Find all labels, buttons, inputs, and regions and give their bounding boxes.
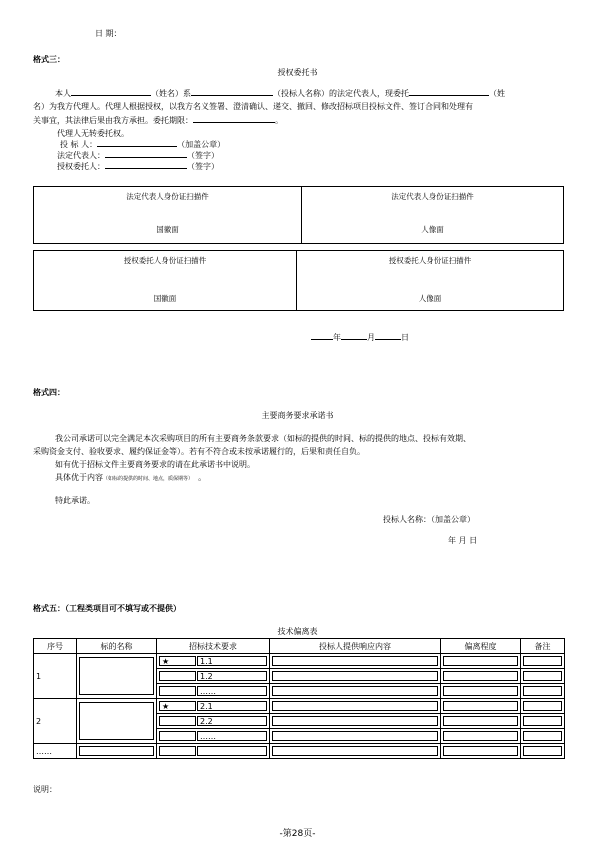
month-label: 月	[367, 333, 375, 342]
sig3-note: （签字）	[187, 162, 219, 171]
sig2-note: （签字）	[187, 151, 219, 160]
row-number: 2	[34, 699, 77, 744]
deviation-cell[interactable]	[441, 729, 521, 744]
table-header-row	[34, 639, 565, 654]
format5-heading: 格式五：（工程类项目可不填写或不提供）	[33, 604, 181, 613]
note-label: 说明：	[33, 785, 57, 794]
row-number: ……	[34, 744, 77, 759]
remark-cell[interactable]	[521, 714, 565, 729]
legal-rep-id-back-box	[301, 186, 564, 244]
f4-p4-b: （如标的提供的时间、地点，质保期等）	[103, 476, 194, 482]
col-header: 标的名称	[77, 639, 157, 654]
format3-heading: 格式三：	[33, 55, 65, 64]
requirement-cell[interactable]	[157, 714, 270, 729]
bidder-blank[interactable]	[191, 86, 273, 96]
agent-id-front-box	[33, 250, 297, 311]
box2-sub: 人像面	[421, 225, 444, 234]
box4-title: 授权委托人身份证扫描件	[388, 256, 472, 265]
sig3-label: 授权委托人：	[57, 162, 105, 171]
sig1-blank[interactable]	[97, 137, 177, 147]
requirement-cell[interactable]	[157, 669, 270, 684]
format3-date	[311, 330, 409, 343]
format4-body	[33, 432, 563, 507]
p1-a: 本人	[55, 89, 71, 98]
response-cell[interactable]	[270, 684, 441, 699]
month-blank[interactable]	[341, 330, 367, 340]
box2-title: 法定代表人身份证扫描件	[391, 192, 474, 201]
date-label: 日 期：	[95, 29, 122, 38]
p1-d: （姓	[489, 89, 505, 98]
f4-p4-a: 具体优于内容	[55, 473, 103, 482]
deviation-table	[33, 638, 565, 759]
table-row	[34, 699, 565, 714]
remark-cell[interactable]	[521, 729, 565, 744]
day-label: 日	[401, 333, 409, 342]
box1-title: 法定代表人身份证扫描件	[126, 192, 209, 201]
year-blank[interactable]	[311, 330, 333, 340]
remark-cell[interactable]	[521, 669, 565, 684]
requirement-cell[interactable]	[157, 654, 270, 669]
deviation-cell[interactable]	[441, 669, 521, 684]
col-header: 投标人提供响应内容	[270, 639, 441, 654]
page-number: -第28页-	[279, 829, 316, 839]
f4-p4-c: 。	[198, 473, 207, 482]
requirement-label: ……	[197, 731, 267, 741]
requirement-label: ……	[197, 686, 267, 696]
name-blank[interactable]	[71, 86, 151, 96]
sig3	[57, 159, 219, 172]
deviation-cell[interactable]	[441, 744, 521, 759]
col-header: 序号	[34, 639, 77, 654]
star-icon: ★	[159, 656, 196, 666]
sig1-note: （加盖公章）	[177, 140, 226, 149]
agent-blank[interactable]	[409, 86, 489, 96]
requirement-cell[interactable]	[157, 699, 270, 714]
remark-cell[interactable]	[521, 699, 565, 714]
requirement-cell[interactable]	[157, 744, 270, 759]
col-header: 备注	[521, 639, 565, 654]
term-blank[interactable]	[193, 113, 275, 123]
response-cell[interactable]	[270, 729, 441, 744]
table-row	[34, 744, 565, 759]
row-number: 1	[34, 654, 77, 699]
p1-c: （投标人名称）的法定代表人，现委托	[273, 89, 409, 98]
requirement-label: 1.2	[197, 671, 267, 681]
p1-b: （姓名）系	[151, 89, 191, 98]
requirement-label: 2.2	[197, 716, 267, 726]
sig1-label: 投 标 人：	[60, 140, 98, 149]
p4: 代理人无转委托权。	[57, 129, 129, 138]
deviation-cell[interactable]	[441, 699, 521, 714]
item-name-cell[interactable]	[77, 744, 157, 759]
table-row	[34, 654, 565, 669]
response-cell[interactable]	[270, 669, 441, 684]
p3-b: 。	[275, 116, 283, 125]
box1-sub: 国徽面	[156, 225, 179, 234]
agent-id-back-box	[296, 250, 564, 311]
legal-rep-id-front-box	[33, 186, 302, 244]
remark-cell[interactable]	[521, 684, 565, 699]
format3-body	[33, 86, 563, 140]
response-cell[interactable]	[270, 714, 441, 729]
item-name-cell[interactable]	[77, 699, 157, 744]
sig2-blank[interactable]	[105, 148, 187, 158]
requirement-cell[interactable]	[157, 729, 270, 744]
requirement-cell[interactable]	[157, 684, 270, 699]
response-cell[interactable]	[270, 699, 441, 714]
remark-cell[interactable]	[521, 744, 565, 759]
f4-p2: 采购资金支付、验收要求、履约保证金等）。若有不符合或未按承诺履行的，后果和责任自负。	[33, 447, 365, 456]
response-cell[interactable]	[270, 744, 441, 759]
requirement-label: 1.1	[197, 656, 267, 666]
deviation-cell[interactable]	[441, 714, 521, 729]
f4-p3: 如有优于招标文件主要商务要求的请在此承诺书中说明。	[55, 460, 255, 469]
deviation-cell[interactable]	[441, 654, 521, 669]
year-label: 年	[333, 333, 341, 342]
format5-title: 技术偏离表	[277, 627, 318, 636]
p3-a: 关事宜，其法律后果由我方承担。委托期限：	[33, 116, 193, 125]
format4-signature: 投标人名称：（加盖公章）	[383, 515, 475, 524]
sig3-blank[interactable]	[105, 159, 187, 169]
f4-p1: 我公司承诺可以完全满足本次采购项目的所有主要商务条款要求（如标的提供的时间、标的提供的地点、投标有效期、	[55, 434, 471, 443]
f4-p5: 特此承诺。	[55, 496, 95, 505]
box3-title: 授权委托人身份证扫描件	[123, 256, 207, 265]
format4-title: 主要商务要求承诺书	[261, 411, 334, 420]
col-header: 招标技术要求	[157, 639, 270, 654]
item-name-cell[interactable]	[77, 654, 157, 699]
p2: 名）为我方代理人。代理人根据授权，以我方名义签署、澄清确认、递交、撤回、修改招标项目投标文件、签订合同和处理有	[33, 102, 473, 111]
response-cell[interactable]	[270, 654, 441, 669]
deviation-cell[interactable]	[441, 684, 521, 699]
format4-heading: 格式四：	[33, 388, 65, 397]
format4-date: 年 月 日	[448, 536, 478, 545]
requirement-label: 2.1	[197, 701, 267, 711]
box3-sub: 国徽面	[153, 294, 177, 303]
remark-cell[interactable]	[521, 654, 565, 669]
col-header: 偏离程度	[441, 639, 521, 654]
star-icon: ★	[159, 701, 196, 711]
format3-title: 授权委托书	[277, 68, 318, 77]
box4-sub: 人像面	[418, 294, 442, 303]
day-blank[interactable]	[375, 330, 401, 340]
sig2-label: 法定代表人：	[57, 151, 105, 160]
